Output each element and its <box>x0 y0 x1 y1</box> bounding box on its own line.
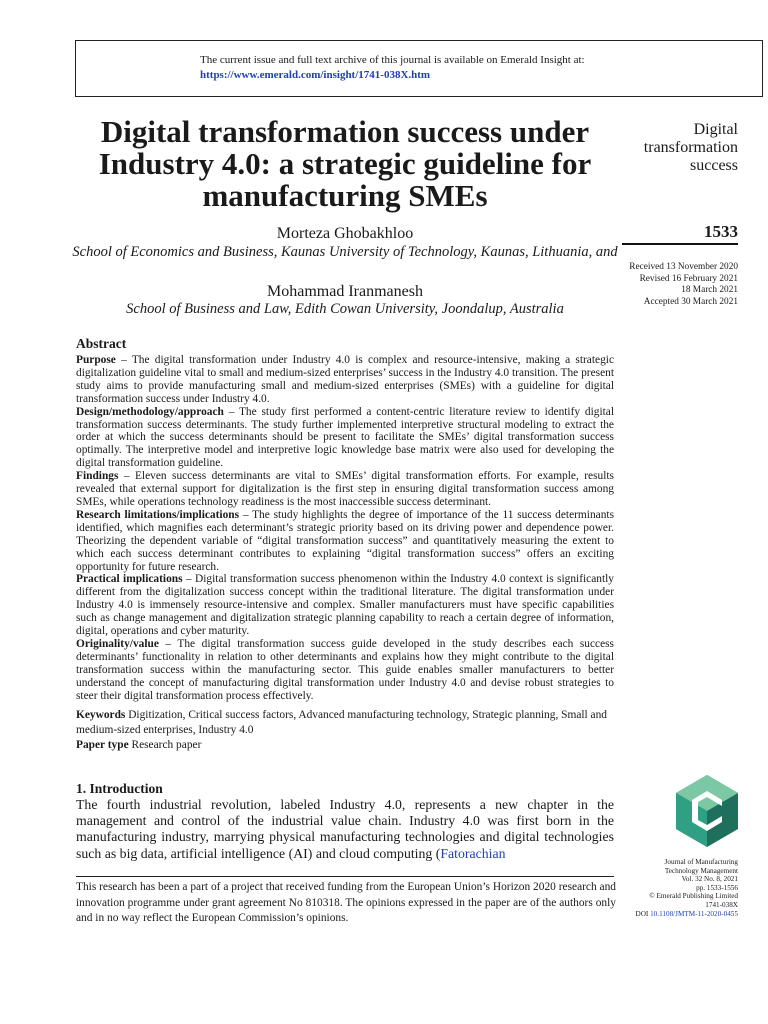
page-number: 1533 <box>704 222 738 241</box>
abstract-section: Originality/value – The digital transformation success guide developed in the study describes each success determinants’ functionality in relation to other determinants and explains how they might contribute to the digital transformation success within the manufacturing sector. This guide enables smaller manufacturers to better understand the concept of manufacturing digital transformation under Industry 4.0 and devise robust strategies to steer their digital transformation process effectively. <box>76 637 614 702</box>
abstract-section: Findings – Eleven success determinants are vital to SMEs’ digital transformation efforts. For example, results revealed that external support for digitalization is the first step in ensuring digital transformation success among SMEs, while operations technology readiness is the most inaccessible success determinant. <box>76 470 614 508</box>
abstract-section: Research limitations/implications – The study highlights the degree of importance of the 11 success determinants identified, which magnifies each determinant’s strategic priority based on its driving power and dependence power. Theorizing the dependent variable of “digital transformation success” and quantitatively measuring the extent to which each success determinant contributes to explaining “digital transformation success” offers an exciting opportunity for future research. <box>76 508 615 573</box>
author-name: Mohammad Iranmanesh <box>267 283 423 300</box>
funding-footnote: This research has been a part of a project that received funding from the European Union’s Horizon 2020 research and innovation programme under grant agreement No 810318. The opinions expressed in the paper are of the authors only and in no way reflect the European Commission’s opinions. <box>76 881 616 924</box>
article-title: Digital transformation success under Industry 4.0: a strategic guideline for manufacturing SMEs <box>98 114 592 213</box>
author-name: Morteza Ghobakhloo <box>276 225 414 242</box>
divider <box>622 243 738 245</box>
journal-info: Journal of Manufacturing Technology Management Vol. 32 No. 8, 2021 pp. 1533-1556 © Emerald Publishing Limited 1741-038X DOI 10.1108/JMTM-11-2020-0455 <box>635 858 738 918</box>
abstract-section: Practical implications – Digital transformation success phenomenon within the Industry 4.0 context is significantly different from the digitalization success concept within the traditional literature. The digital transformation under Industry 4.0 is immensely resource-intensive and complex. Smaller manufacturers must have specific capabilities such as change management and digitalization strategic planning capability to reach a certain degree of information, digital, operations and cyber maturity. <box>76 573 614 638</box>
citation-link[interactable]: Fatorachian <box>440 845 506 861</box>
paper-type-label: Paper type <box>76 739 129 751</box>
journal-url-link[interactable]: https://www.emerald.com/insight/1741-038X.htm <box>200 69 431 81</box>
running-head: Digital transformation success <box>643 121 738 174</box>
keywords-label: Keywords <box>76 709 126 721</box>
keywords-list: Digitization, Critical success factors, Advanced manufacturing technology, Strategic planning, Small and medium-sized enterprises, Industry 4.0 <box>76 709 608 736</box>
author-affiliation: School of Economics and Business, Kaunas University of Technology, Kaunas, Lithuania, and <box>72 244 618 260</box>
banner-text: The current issue and full text archive of this journal is available on Emerald Insight at: <box>200 54 585 66</box>
abstract-heading: Abstract <box>76 336 127 351</box>
footnote-divider <box>76 876 614 877</box>
abstract-section: Purpose – The digital transformation under Industry 4.0 is complex and resource-intensive, making a strategic digitalization guideline vital to small and medium-sized enterprises’ success in the Industry 4.0 transition. The present study aims to provide manufacturing small and medium-sized enterprises (SMEs) with a guideline for digital transformation success under Industry 4.0. <box>76 354 614 405</box>
paper-type: Research paper <box>128 739 202 751</box>
abstract-section: Design/methodology/approach – The study first performed a content-centric literature review to identify digital transformation success determinants. The study further implemented interpretive structural modeling to extract the order at which the success determinants should be present to facilitate the SMEs’ digital transformation success optimally. The interpretive model and interpretive logic knowledge base matrix were also used for developing the digital transformation guideline. <box>76 405 614 470</box>
section-heading: 1. Introduction <box>76 781 163 796</box>
doi-link[interactable]: 10.1108/JMTM-11-2020-0455 <box>650 909 738 918</box>
history-dates: Received 13 November 2020 Revised 16 February 2021 18 March 2021 Accepted 30 March 2021 <box>629 262 738 307</box>
intro-paragraph: The fourth industrial revolution, labeled Industry 4.0, represents a new chapter in the management and control of the industrial value chain. Industry 4.0 was first born in the manufacturing industry, marrying physical manufacturing technologies and digital technologies such as big data, artificial intelligence (AI) and cloud computing (Fatorachian <box>76 797 614 861</box>
archive-banner <box>75 40 763 97</box>
crossmark-logo-icon <box>676 775 738 847</box>
author-affiliation: School of Business and Law, Edith Cowan University, Joondalup, Australia <box>126 301 564 317</box>
abstract-body <box>76 354 614 702</box>
keywords-block <box>76 708 614 753</box>
